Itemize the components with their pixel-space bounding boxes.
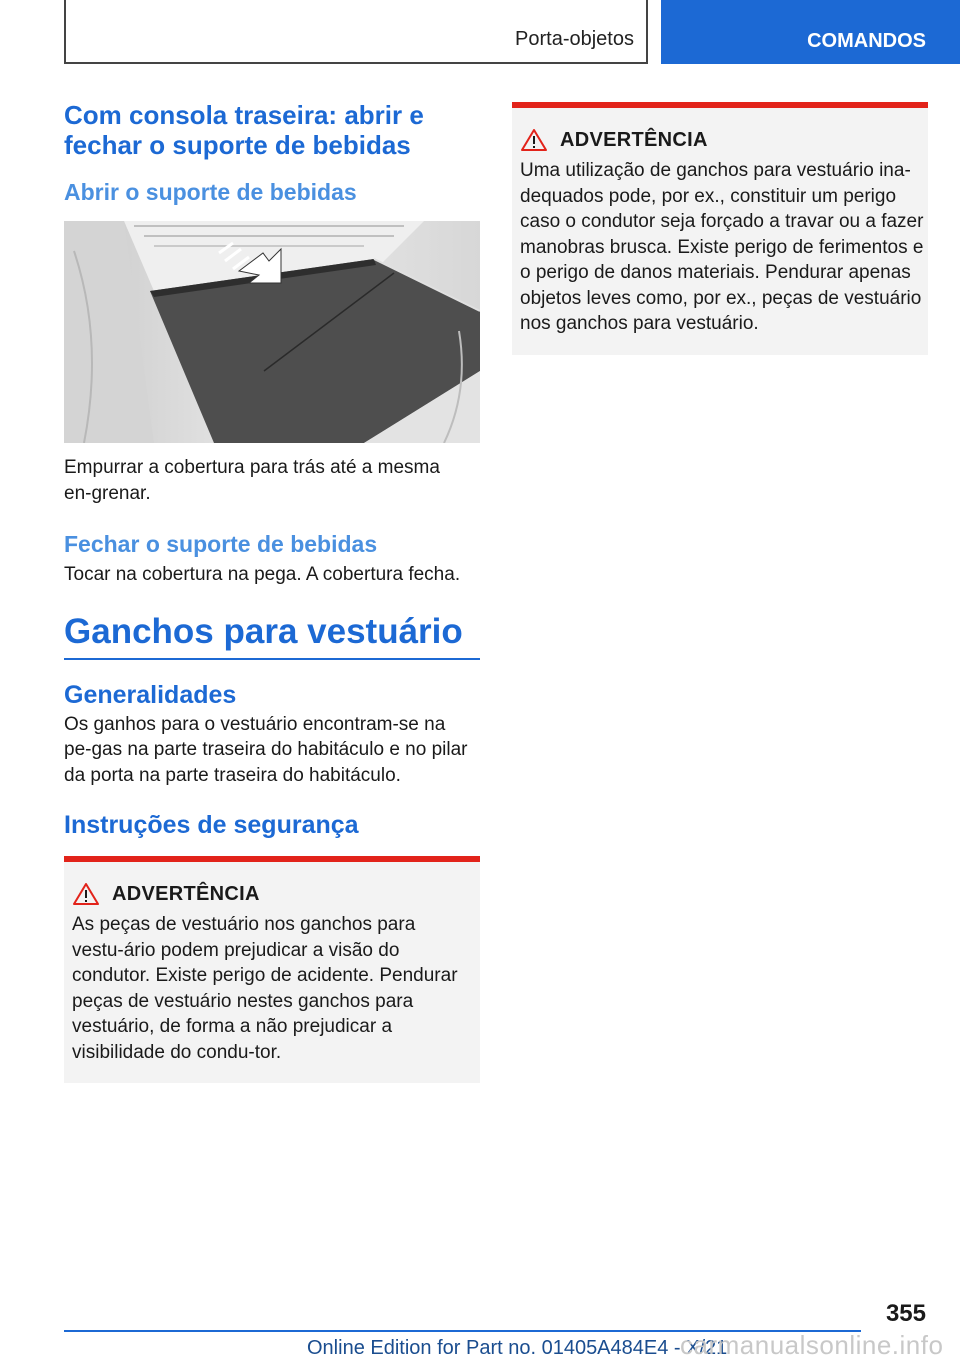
heading-general: Generalidades: [64, 680, 237, 709]
section-title: Porta-objetos: [515, 28, 634, 50]
warning-title: ADVERTÊNCIA: [112, 882, 260, 905]
heading-open-close: Com consola traseira: abrir e fechar o suporte de bebidas: [64, 100, 424, 160]
warning-title-row: [520, 128, 920, 152]
warning-title: ADVERTÊNCIA: [560, 128, 708, 151]
left-column: [64, 100, 480, 1083]
warning-triangle-icon: [72, 882, 100, 906]
paragraph-open: Empurrar a cobertura para trás até a mesma en-grenar.: [64, 457, 440, 504]
paragraph-general: Os ganhos para o vestuário encontram-se na pe-gas na parte traseira do habitáculo e no pilar da porta na parte traseira do habitáculo.: [64, 713, 468, 786]
warning-box-2: [512, 102, 928, 355]
warning-text: As peças de vestuário nos ganchos para vestu-ário podem prejudicar a visão do condutor. Existe perigo de acidente. Pendurar peças de vestuário nestes ganchos para vestuário, de forma a não prejudicar a visibilidade do condu-tor.: [72, 914, 458, 1063]
cupholder-figure: [64, 221, 480, 443]
chapter-title: COMANDOS: [807, 30, 926, 52]
heading-open: Abrir o suporte de bebidas: [64, 179, 357, 205]
paragraph-close: Tocar na cobertura na pega. A cobertura fecha.: [64, 564, 461, 585]
cupholder-illustration: [64, 221, 480, 443]
edition-text: Online Edition for Part no. 01405A484E4 - X/21: [307, 1337, 728, 1359]
warning-box-1: [64, 856, 480, 1083]
watermark: carmanualsonline.info: [680, 1330, 944, 1360]
header-chapter-tab: [661, 0, 960, 64]
heading-hooks: Ganchos para vestuário: [64, 610, 480, 660]
warning-text: Uma utilização de ganchos para vestuário ina-dequados pode, por ex., constituir um perigo caso o condutor seja forçado a travar ou a fazer manobras brusca. Existe perigo de ferimentos e o perigo de danos materiais. Pendurar apenas objetos leves como, por ex., peças de vestuário nos ganchos para vestuário.: [520, 160, 924, 334]
page-number: 355: [885, 1300, 926, 1327]
warning-title-row: [72, 882, 472, 906]
right-column: [512, 100, 928, 355]
warning-triangle-icon: [520, 128, 548, 152]
heading-close: Fechar o suporte de bebidas: [64, 531, 378, 557]
heading-safety: Instruções de segurança: [64, 811, 359, 839]
header-section-tab: [64, 0, 648, 64]
